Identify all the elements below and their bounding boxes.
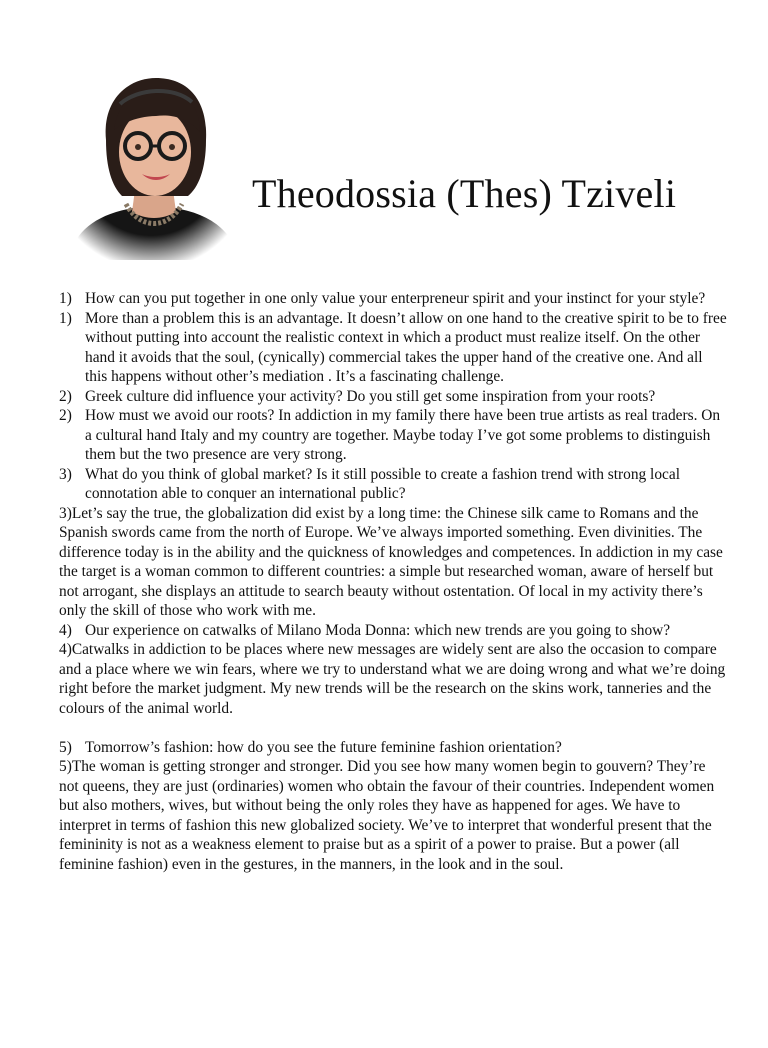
item-text: How must we avoid our roots? In addiction in my family there have been true artists as real traders. On a cultural hand Italy and my country are together. Maybe today I’ve got some problems to distinguish them but the two presence are very strong.	[85, 407, 721, 463]
item-text: How can you put together in one only value your enterpreneur spirit and your instinct for your style?	[85, 290, 706, 307]
numbered-item	[59, 621, 727, 641]
interview-body	[59, 289, 727, 874]
answer-paragraph: 3)Let’s say the true, the globalization did exist by a long time: the Chinese silk came to Romans and the Spanish swords came from the north of Europe. We’ve always imported something. Even divinities. The difference today is in the ability and the quickness of knowledges and competences. In addiction in my case the target is a woman common to different countries: a simple but researched woman, aware of herself but not arrogant, she displays an attitude to search beauty without ostentation. Of local in my activity there’s only the skill of those who work with me.	[59, 504, 723, 619]
answer-paragraph: 4)Catwalks in addiction to be places where new messages are widely sent are also the occasion to compare and a place where we win fears, where we try to understand what we are doing wrong and what we’re doing right before the market judgment. My new trends will be the research on the skins work, tanneries and the colours of the animal world.	[59, 641, 726, 717]
blank-line	[59, 718, 727, 738]
numbered-item	[59, 289, 727, 309]
portrait-photo	[62, 70, 240, 260]
numbered-item	[59, 387, 727, 407]
numbered-item	[59, 406, 727, 465]
item-number: 3)	[59, 465, 72, 483]
numbered-item	[59, 465, 727, 504]
item-number: 1)	[59, 309, 72, 327]
numbered-item	[59, 309, 727, 387]
person-name: Theodossia (Thes) Tziveli	[252, 171, 677, 216]
numbered-item	[59, 738, 727, 758]
answer-paragraph: 5)The woman is getting stronger and stronger. Did you see how many women begin to gouvern? They’re not queens, they are just (ordinaries) women who obtain the favour of their countries. Independent women but also mothers, wives, but without being the only roles they have as happened for ages. We have to interpret in terms of fashion this new globalized society. We’ve to interpret that wonderful present that the femininity is not as a weakness element to praise but as a spirit of a power to praise. But a power (all feminine fashion) even in the gestures, in the manners, in the look and in the soul.	[59, 758, 715, 873]
item-text: What do you think of global market? Is it still possible to create a fashion trend with strong local connotation able to conquer an international public?	[85, 465, 680, 502]
item-number: 5)	[59, 738, 72, 756]
item-text: More than a problem this is an advantage. It doesn’t allow on one hand to the creative spirit to be to free without putting into account the realistic context in which a product must realize itself. On the other hand it avoids that the soul, (cynically) commercial takes the upper hand of the creative one. And all this happens without other’s mediation . It’s a fascinating challenge.	[85, 309, 727, 385]
item-text: Our experience on catwalks of Milano Moda Donna: which new trends are you going to show?	[85, 621, 671, 639]
item-text: Tomorrow’s fashion: how do you see the future feminine fashion orientation?	[85, 738, 562, 756]
item-number: 2)	[59, 407, 72, 424]
item-number: 1)	[59, 290, 72, 307]
item-text: Greek culture did influence your activity? Do you still get some inspiration from your roots?	[85, 387, 656, 405]
item-number: 2)	[59, 387, 72, 405]
portrait-illustration	[62, 70, 240, 260]
item-number: 4)	[59, 621, 72, 639]
